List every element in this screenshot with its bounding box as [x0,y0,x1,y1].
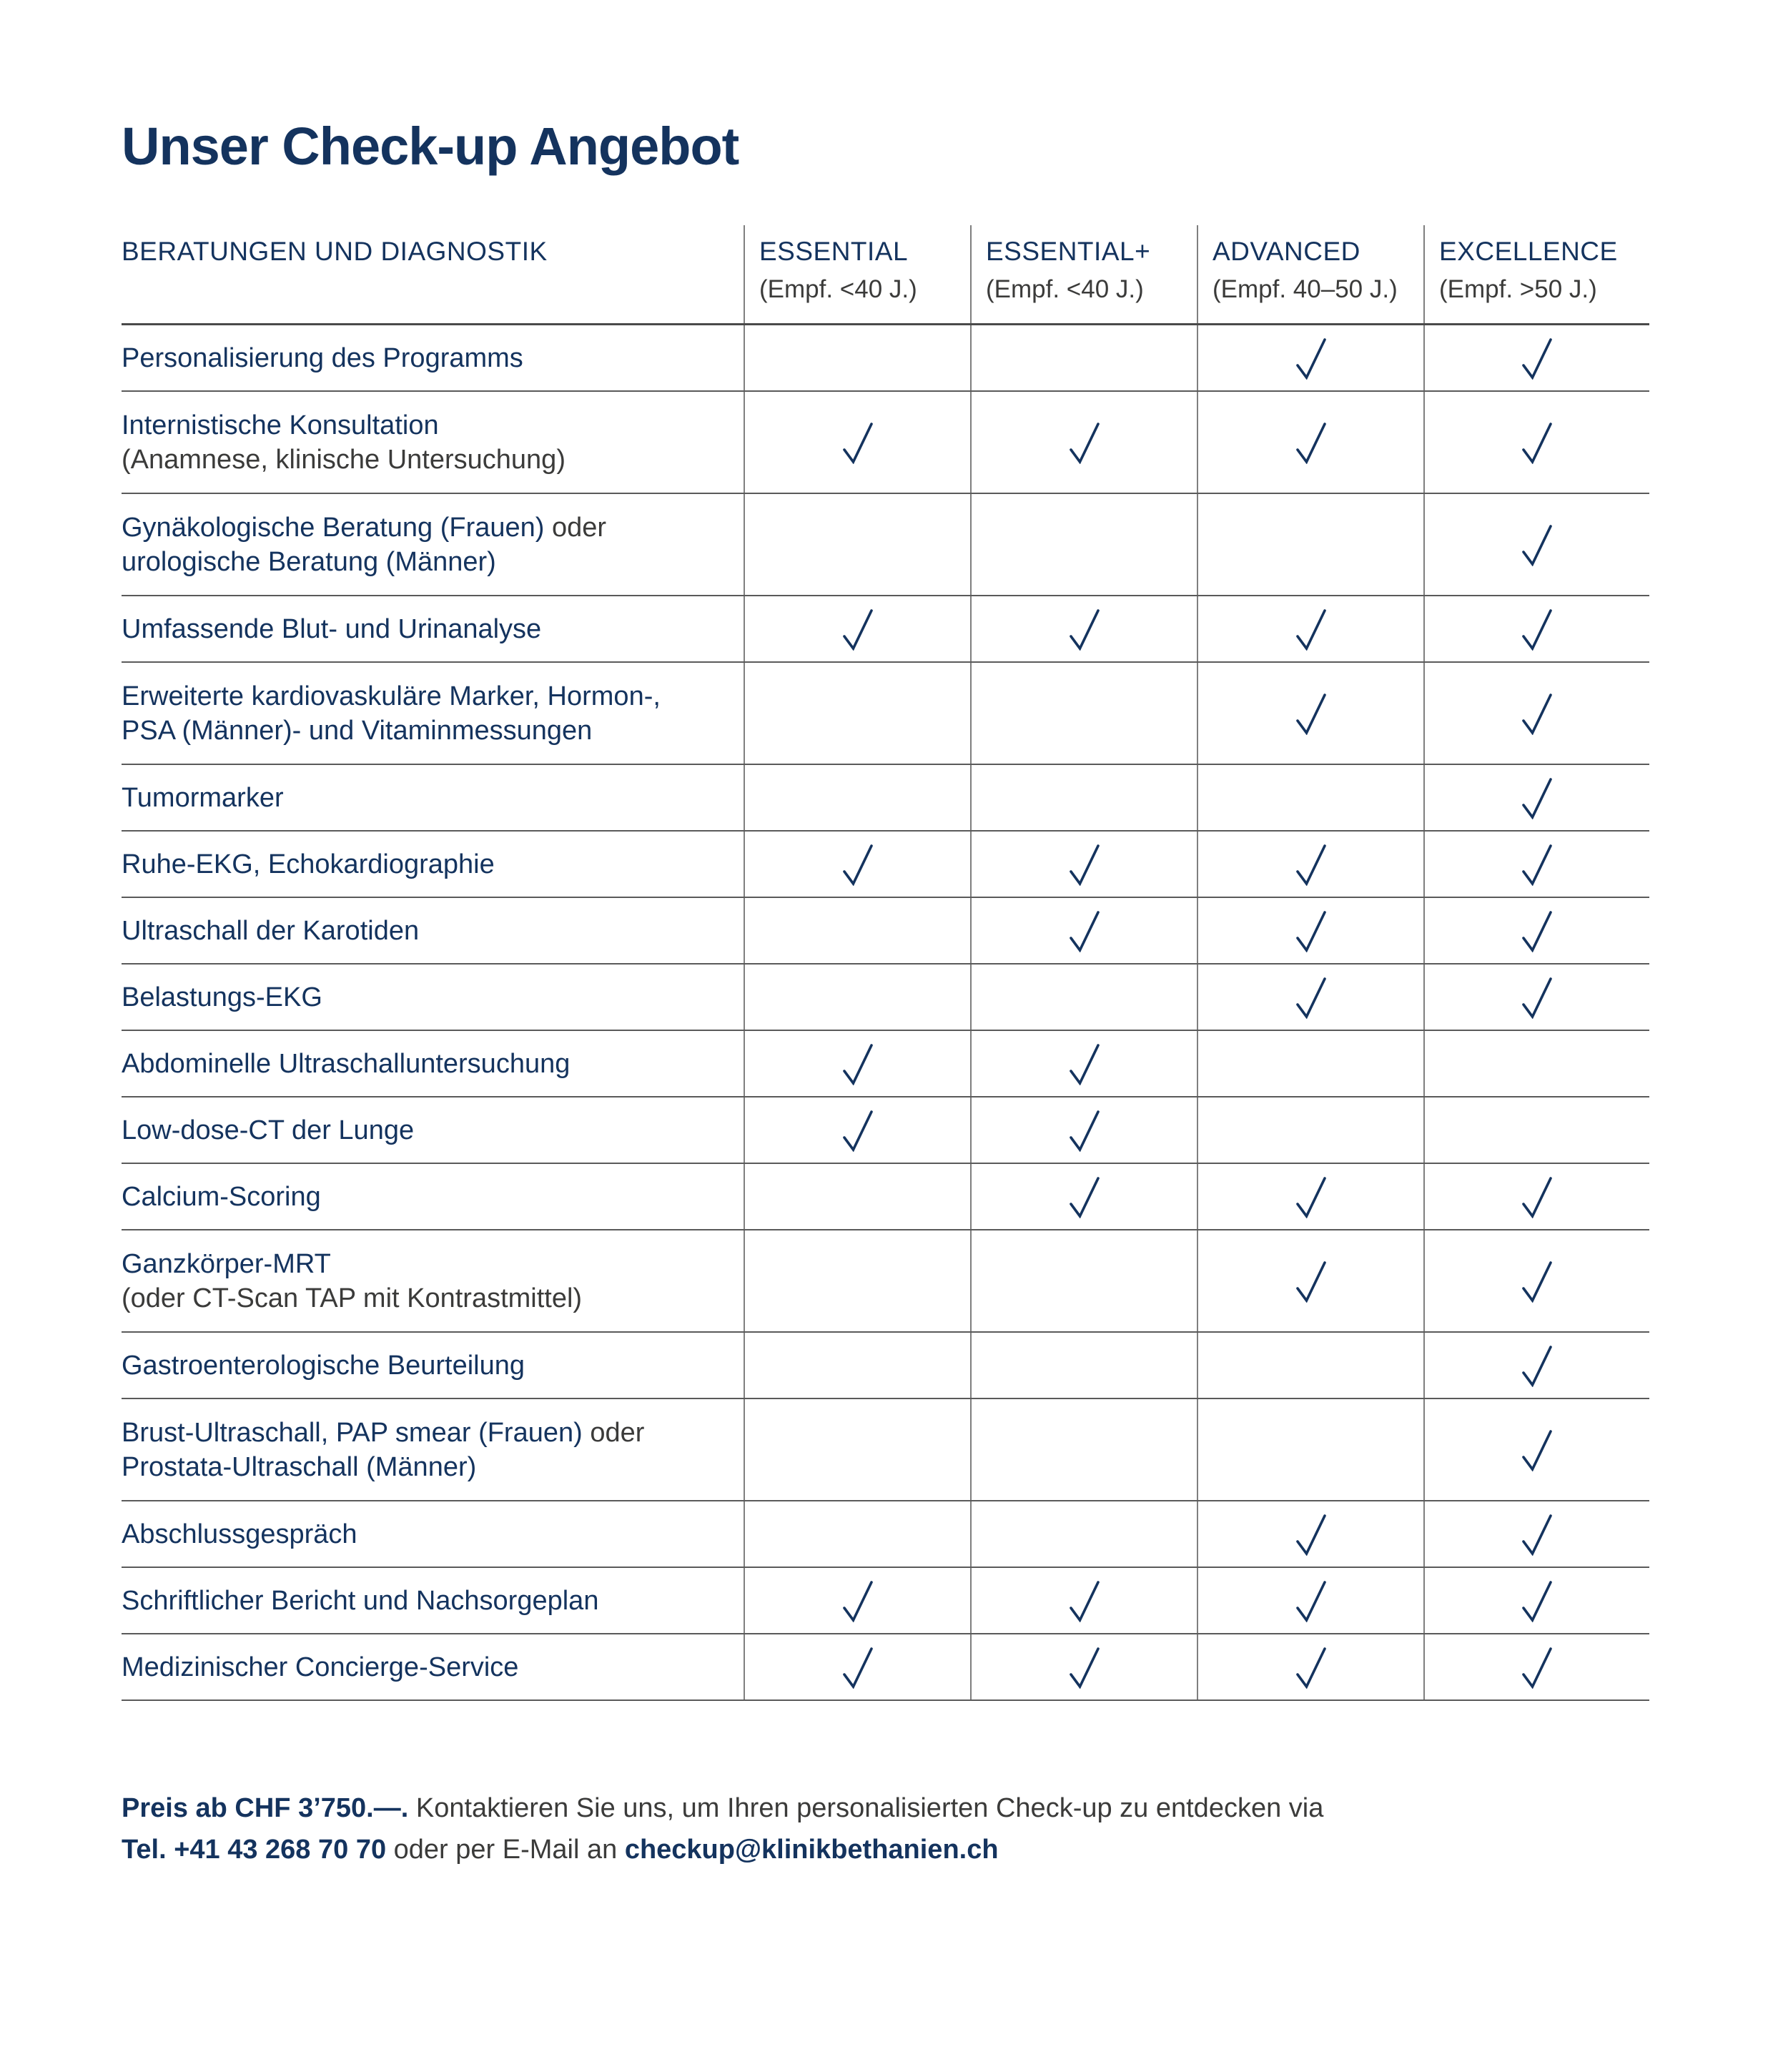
column-header-essential-plus [970,225,1197,323]
check-cell-advanced [1197,663,1423,764]
check-cell-essential-plus [970,1333,1197,1398]
table-body [122,325,1649,1701]
feature-subtext: PSA (Männer)- und Vitaminmessungen [122,715,593,746]
feature-name-suffix: oder [544,512,607,543]
feature-label [122,1164,744,1229]
feature-name: Gastroenterologische Beurteilung [122,1350,525,1381]
feature-subtext: urologische Beratung (Männer) [122,546,496,577]
check-icon [841,1109,874,1152]
check-cell-advanced [1197,494,1423,595]
check-icon [1521,1175,1554,1218]
table-row [122,392,1649,494]
feature-name: Abschlussgespräch [122,1519,357,1549]
check-cell-essential [744,832,970,897]
check-cell-essential [744,663,970,764]
check-icon [1521,1344,1554,1387]
check-cell-essential [744,1031,970,1096]
feature-name: Belastungs-EKG [122,982,322,1012]
check-cell-essential [744,1164,970,1229]
table-row [122,898,1649,965]
feature-name: Calcium-Scoring [122,1181,321,1212]
check-icon [1295,1260,1328,1303]
check-icon [1521,1646,1554,1689]
email-prefix-text: oder per E-Mail an [393,1835,618,1865]
check-icon [1295,909,1328,952]
table-row [122,1164,1649,1230]
check-icon [1295,1579,1328,1622]
check-icon [1521,337,1554,380]
column-name: EXCELLENCE [1439,237,1618,266]
table-row [122,325,1649,392]
check-cell-essential-plus [970,765,1197,830]
check-cell-advanced [1197,898,1423,963]
check-icon [1295,608,1328,651]
check-cell-essential-plus [970,494,1197,595]
check-cell-advanced [1197,392,1423,493]
checkup-offer-page [0,117,1773,1870]
table-row [122,494,1649,596]
feature-label [122,1097,744,1163]
feature-label [122,494,744,595]
column-subtitle: (Empf. >50 J.) [1439,275,1597,303]
table-row [122,1568,1649,1634]
check-icon [1521,1513,1554,1556]
feature-subtext: Prostata-Ultraschall (Männer) [122,1451,477,1482]
check-cell-essential [744,1230,970,1331]
feature-label [122,1501,744,1567]
column-name: ADVANCED [1213,237,1360,266]
feature-label [122,765,744,830]
check-icon [1295,692,1328,735]
check-cell-excellence [1423,765,1649,830]
feature-label [122,596,744,661]
check-icon [1521,692,1554,735]
feature-label [122,325,744,390]
check-icon [1295,1513,1328,1556]
check-cell-excellence [1423,1333,1649,1398]
check-icon [841,421,874,464]
check-icon [1521,909,1554,952]
table-row [122,832,1649,898]
column-subtitle: (Empf. <40 J.) [759,275,917,303]
column-header-excellence [1423,225,1649,323]
check-cell-essential-plus [970,898,1197,963]
check-cell-advanced [1197,1634,1423,1699]
check-cell-essential-plus [970,832,1197,897]
feature-label [122,1568,744,1633]
check-cell-essential-plus [970,1164,1197,1229]
contact-text: Kontaktieren Sie uns, um Ihren personalisierten Check-up zu entdecken via [415,1793,1324,1823]
feature-name: Umfassende Blut- und Urinanalyse [122,613,542,644]
check-cell-essential-plus [970,1097,1197,1163]
column-subtitle: (Empf. 40–50 J.) [1213,275,1398,303]
check-cell-advanced [1197,325,1423,390]
check-icon [1068,421,1101,464]
feature-name: Personalisierung des Programms [122,342,523,373]
check-cell-essential [744,1501,970,1567]
check-cell-excellence [1423,1230,1649,1331]
check-icon [1295,843,1328,886]
check-cell-advanced [1197,1097,1423,1163]
check-cell-essential-plus [970,1568,1197,1633]
check-cell-advanced [1197,1031,1423,1096]
check-icon [841,1042,874,1085]
table-row [122,965,1649,1031]
feature-label [122,832,744,897]
check-icon [1068,843,1101,886]
footer [122,1787,1649,1870]
check-icon [1521,976,1554,1019]
check-icon [1295,976,1328,1019]
column-name: ESSENTIAL [759,237,909,266]
check-cell-excellence [1423,494,1649,595]
check-icon [1521,1579,1554,1622]
feature-name-suffix: oder [582,1417,645,1448]
table-header-row [122,225,1649,325]
check-icon [1068,1042,1101,1085]
check-cell-advanced [1197,765,1423,830]
feature-subtext: (oder CT-Scan TAP mit Kontrastmittel) [122,1283,583,1313]
check-icon [1068,909,1101,952]
feature-name: Abdominelle Ultraschalluntersuchung [122,1048,571,1079]
check-icon [1295,337,1328,380]
check-icon [841,1579,874,1622]
feature-name: Medizinischer Concierge-Service [122,1652,519,1682]
feature-name: Ruhe-EKG, Echokardiographie [122,849,495,879]
check-cell-essential [744,965,970,1030]
check-cell-essential-plus [970,596,1197,661]
check-icon [841,608,874,651]
check-icon [1521,776,1554,819]
check-icon [1521,843,1554,886]
check-cell-advanced [1197,1333,1423,1398]
check-icon [1068,1109,1101,1152]
check-cell-advanced [1197,832,1423,897]
check-cell-essential [744,1568,970,1633]
feature-label [122,1634,744,1699]
check-cell-excellence [1423,965,1649,1030]
check-cell-essential [744,898,970,963]
check-cell-essential [744,596,970,661]
feature-label [122,1333,744,1398]
check-icon [1521,608,1554,651]
feature-label [122,1399,744,1500]
check-icon [1521,1429,1554,1471]
check-cell-excellence [1423,1164,1649,1229]
check-cell-advanced [1197,1568,1423,1633]
table-row [122,1031,1649,1097]
check-cell-excellence [1423,1097,1649,1163]
price-line [122,1787,1649,1829]
check-cell-excellence [1423,832,1649,897]
check-cell-advanced [1197,1230,1423,1331]
check-icon [1068,1579,1101,1622]
table-row [122,1230,1649,1333]
email-address[interactable]: checkup@klinikbethanien.ch [624,1835,999,1865]
table-row [122,1333,1649,1399]
check-cell-excellence [1423,392,1649,493]
page-title: Unser Check-up Angebot [122,117,739,176]
check-cell-essential-plus [970,1501,1197,1567]
feature-name: Low-dose-CT der Lunge [122,1115,415,1145]
check-cell-essential [744,494,970,595]
check-cell-excellence [1423,898,1649,963]
check-cell-essential-plus [970,1634,1197,1699]
check-cell-excellence [1423,1568,1649,1633]
feature-name: Gynäkologische Beratung (Frauen) [122,512,545,543]
column-header-essential [744,225,970,323]
column-subtitle: (Empf. <40 J.) [986,275,1144,303]
check-cell-excellence [1423,663,1649,764]
feature-name: Ultraschall der Karotiden [122,915,420,946]
check-cell-excellence [1423,1399,1649,1500]
feature-name: Ganzkörper-MRT [122,1248,331,1279]
check-cell-essential [744,325,970,390]
check-cell-excellence [1423,1634,1649,1699]
check-cell-essential-plus [970,1230,1197,1331]
feature-name: Erweiterte kardiovaskuläre Marker, Hormon-, [122,681,661,711]
table-row [122,1634,1649,1701]
feature-label [122,663,744,764]
check-cell-essential [744,392,970,493]
feature-name: Schriftlicher Bericht und Nachsorgeplan [122,1585,599,1616]
table-row [122,1097,1649,1164]
check-cell-excellence [1423,596,1649,661]
table-row [122,1501,1649,1568]
check-icon [1295,1646,1328,1689]
check-icon [1521,421,1554,464]
table-row [122,596,1649,663]
check-cell-excellence [1423,1031,1649,1096]
check-cell-essential-plus [970,663,1197,764]
check-icon [1521,523,1554,566]
check-cell-advanced [1197,1399,1423,1500]
check-cell-excellence [1423,325,1649,390]
column-header-advanced [1197,225,1423,323]
check-icon [1295,1175,1328,1218]
check-cell-essential-plus [970,965,1197,1030]
feature-name: Internistische Konsultation [122,410,439,440]
check-icon [1068,1646,1101,1689]
price-text: Preis ab CHF 3’750.—. [122,1793,409,1823]
check-cell-essential [744,1097,970,1163]
feature-label [122,898,744,963]
feature-label [122,392,744,493]
check-cell-advanced [1197,1501,1423,1567]
table-row [122,765,1649,832]
check-cell-essential [744,765,970,830]
check-cell-advanced [1197,596,1423,661]
column-header-diagnostics: BERATUNGEN UND DIAGNOSTIK [122,237,548,266]
check-icon [1068,608,1101,651]
check-cell-essential-plus [970,325,1197,390]
column-name: ESSENTIAL+ [986,237,1151,266]
check-cell-advanced [1197,965,1423,1030]
contact-line [122,1829,1649,1870]
check-cell-advanced [1197,1164,1423,1229]
check-cell-essential-plus [970,1031,1197,1096]
check-icon [1068,1175,1101,1218]
phone-number: Tel. +41 43 268 70 70 [122,1835,387,1865]
feature-label [122,965,744,1030]
check-cell-essential [744,1333,970,1398]
table-row [122,663,1649,765]
check-icon [1521,1260,1554,1303]
check-cell-excellence [1423,1501,1649,1567]
checkup-comparison-table [122,225,1649,1701]
feature-label [122,1031,744,1096]
table-row [122,1399,1649,1501]
check-cell-essential-plus [970,1399,1197,1500]
feature-subtext: (Anamnese, klinische Untersuchung) [122,444,566,475]
check-cell-essential-plus [970,392,1197,493]
feature-name: Tumormarker [122,782,284,813]
check-icon [841,843,874,886]
check-icon [1295,421,1328,464]
feature-label [122,1230,744,1331]
check-cell-essential [744,1634,970,1699]
feature-name: Brust-Ultraschall, PAP smear (Frauen) [122,1417,583,1448]
check-cell-essential [744,1399,970,1500]
check-icon [841,1646,874,1689]
